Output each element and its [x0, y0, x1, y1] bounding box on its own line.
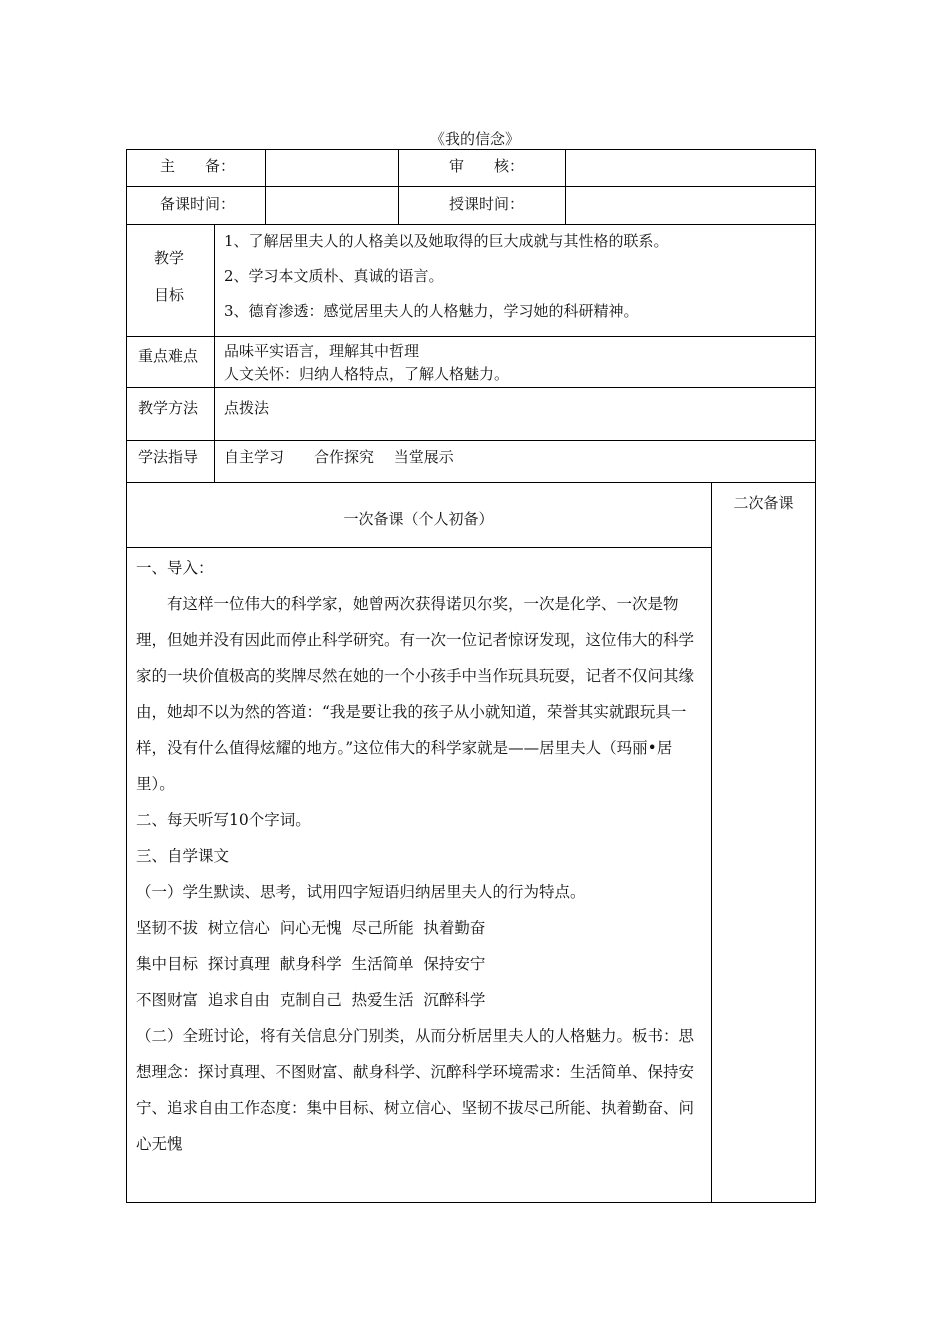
row-divider: [126, 440, 816, 441]
col-divider: [214, 224, 215, 482]
objective-item: 1、了解居里夫人的人格美以及她取得的巨大成就与其性格的联系。: [224, 232, 669, 250]
section-heading: 一、导入：: [136, 559, 214, 577]
zhubei-label: 主 备：: [160, 157, 236, 175]
col-divider: [711, 482, 712, 1202]
discussion-paragraph: （二）全班讨论，将有关信息分门别类，从而分析居里夫人的人格魅力。板书：思想理念：探讨真理、不图财富、献身科学、沉醉科学环境需求：生活简单、保持安宁、追求自由工作态度：集中目标、树立信心、坚韧不拔尽己所能、执着勤奋、问心无愧: [136, 1027, 695, 1153]
intro-paragraph: 有这样一位伟大的科学家，她曾两次获得诺贝尔奖，一次是化学、一次是物理，但她并没有因此而停止科学研究。有一次一位记者惊讶发现，这位伟大的科学家的一块价值极高的奖牌尽然在她的一个小孩手中当作玩具玩耍，记者不仅问其缘由，她却不以为然的答道：“我是要让我的孩子从小就知道，荣誉其实就跟玩具一样，没有什么值得炫耀的地方。”这位伟大的科学家就是——居里夫人（玛丽•居里）。: [136, 595, 695, 793]
second-prep-header: 二次备课: [733, 494, 794, 512]
col-divider: [398, 149, 399, 224]
row-divider: [126, 547, 712, 548]
lesson-content: [136, 550, 704, 1162]
row-divider: [126, 186, 816, 187]
phrase-row: 坚韧不拔 树立信心 问心无愧 尽己所能 执着勤奋: [136, 919, 486, 937]
col-divider: [565, 149, 566, 224]
objective-item: 2、学习本文质朴、真诚的语言。: [224, 267, 444, 285]
study-value: 自主学习 合作探究 当堂展示: [224, 448, 454, 466]
key-points-line: 人文关怀：归纳人格特点，了解人格魅力。: [224, 365, 510, 383]
objectives-label-line2: 目标: [154, 286, 185, 304]
row-divider: [126, 224, 816, 225]
table-border-right: [815, 149, 816, 1203]
shenhe-label: 审 核：: [449, 157, 525, 175]
key-points-line: 品味平实语言，理解其中哲理: [224, 342, 420, 360]
beike-time-label: 备课时间：: [160, 195, 236, 213]
key-points-label: 重点难点: [138, 347, 199, 365]
table-border-bottom: [126, 1202, 816, 1203]
task-line: （一）学生默读、思考，试用四字短语归纳居里夫人的行为特点。: [136, 883, 586, 901]
method-value: 点拨法: [224, 399, 270, 417]
phrase-row: 不图财富 追求自由 克制自己 热爱生活 沉醉科学: [136, 991, 486, 1009]
objectives-label-line1: 教学: [154, 249, 185, 267]
first-prep-header: 一次备课（个人初备）: [343, 510, 494, 528]
table-border-left: [126, 149, 127, 1203]
phrase-row: 集中目标 探讨真理 献身科学 生活简单 保持安宁: [136, 955, 486, 973]
section-heading: 二、每天听写10个字词。: [136, 811, 311, 829]
col-divider: [265, 149, 266, 224]
row-divider: [126, 387, 816, 388]
document-title: 《我的信念》: [429, 130, 520, 148]
section-heading: 三、自学课文: [136, 847, 230, 865]
shouke-time-label: 授课时间：: [449, 195, 525, 213]
objective-item: 3、德育渗透：感觉居里夫人的人格魅力，学习她的科研精神。: [224, 302, 639, 320]
study-label: 学法指导: [138, 448, 199, 466]
row-divider: [126, 482, 816, 483]
table-border-top: [126, 149, 816, 150]
method-label: 教学方法: [138, 399, 199, 417]
row-divider: [126, 336, 816, 337]
